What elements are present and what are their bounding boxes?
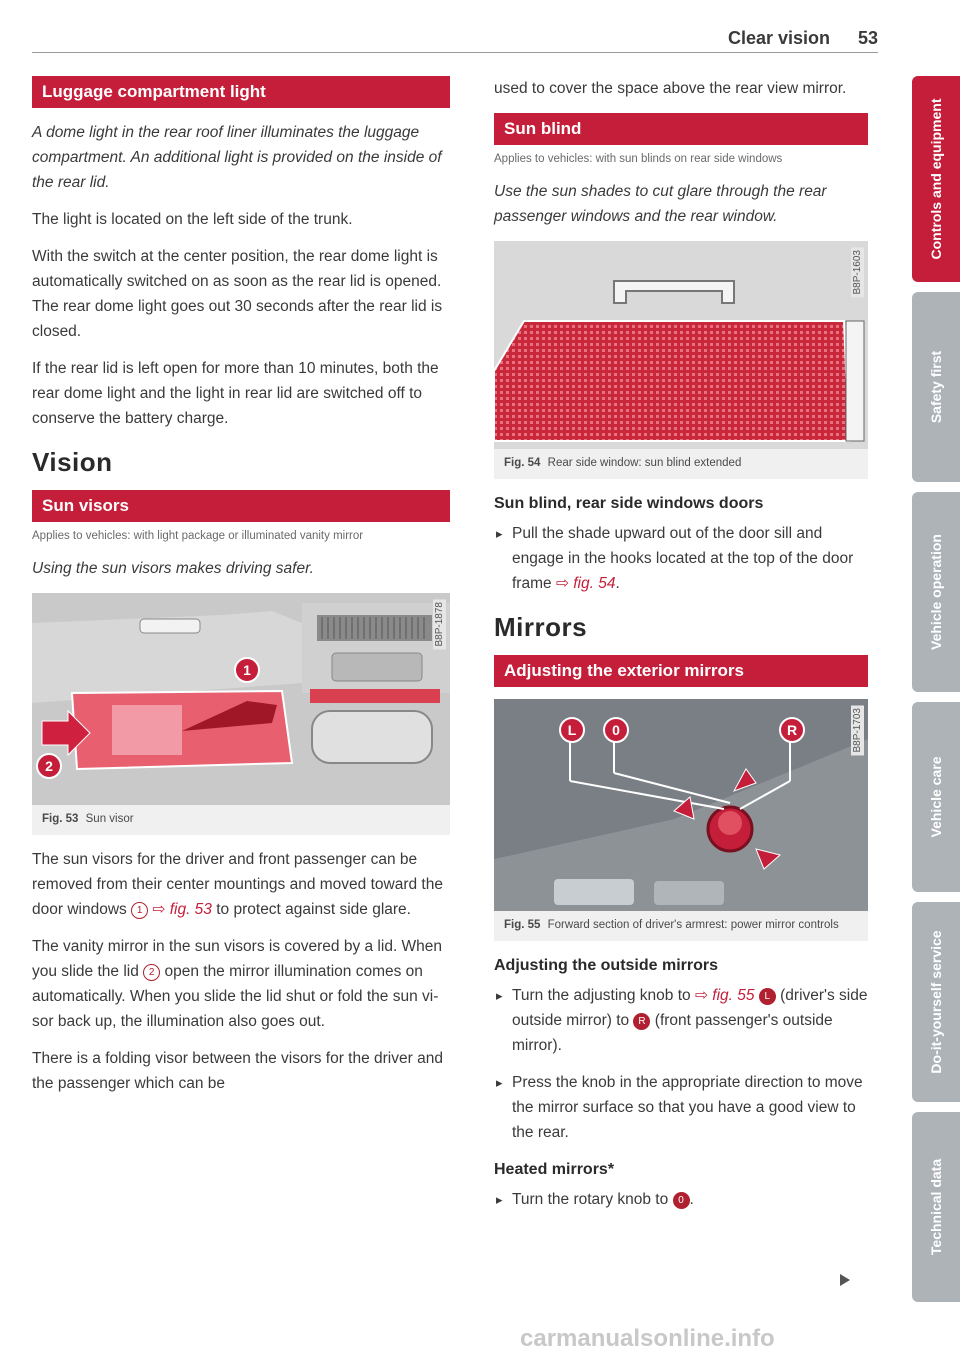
circled-l: L [759, 988, 776, 1005]
callout-0: 0 [603, 717, 629, 743]
circled-r: R [633, 1013, 650, 1030]
sun-blind-applies: Applies to vehicles: with sun blinds on rear side windows [494, 153, 783, 165]
sun-blind-heading: Sun blind [494, 113, 868, 145]
mirror-controls-drawing [494, 699, 868, 911]
sun-visors-intro: Using the sun visors makes driving safer. [32, 560, 314, 577]
figure-number: Fig. 55 [504, 919, 541, 931]
sun-blind-drawing [494, 241, 868, 449]
callout-l: L [559, 717, 585, 743]
exterior-mirrors-heading: Adjusting the exterior mirrors [494, 655, 868, 687]
figure-number: Fig. 53 [42, 813, 79, 825]
sun-blind-intro: Use the sun shades to cut glare through the rear passenger windows and the rear window. [494, 183, 827, 225]
callout-r: R [779, 717, 805, 743]
figure-54-caption [494, 449, 868, 479]
mirror-controls-illustration [494, 699, 868, 911]
bullet-text-b: . [615, 575, 620, 592]
figure-53 [32, 593, 450, 835]
luggage-intro: A dome light in the rear roof liner illuminates the luggage compartment. An additional light is provided on the inside of the rear lid. [32, 124, 442, 191]
tab-controls-and-equipment[interactable] [912, 76, 960, 282]
p1-text-b: to protect against side glare. [216, 901, 411, 918]
sun-visors-paragraph-1 [32, 847, 450, 922]
figure-reference-53[interactable]: ⇨ fig. 53 [152, 901, 212, 918]
figure-reference-55[interactable]: ⇨ fig. 55 [694, 987, 755, 1004]
b1-text-c: (front passenger's outside mirror). [512, 1012, 833, 1054]
tab-safety-first[interactable] [912, 292, 960, 482]
page-header [32, 22, 878, 53]
tab-label: Vehicle care [928, 756, 944, 838]
b1-text-b: (driver's side outside mirror) to [512, 987, 868, 1029]
circled-number-2: 2 [143, 964, 160, 981]
figure-55 [494, 699, 868, 941]
sun-visor-illustration [32, 593, 450, 805]
tab-do-it-yourself-service[interactable] [912, 902, 960, 1102]
sun-visor-drawing [32, 593, 450, 805]
tab-label: Do-it-yourself service [928, 930, 944, 1074]
figure-caption-text: Forward section of driver's armrest: power mirror controls [547, 919, 839, 931]
watermark: carmanualsonline.info [520, 1325, 775, 1352]
mirror-bullet-2: ▸ Press the knob in the appropriate direction to move the mirror surface so that you have a good view to the rear. [494, 1070, 868, 1145]
sun-visors-applies: Applies to vehicles: with light package or illuminated vanity mirror [32, 530, 364, 542]
b3-text-b: . [689, 1191, 694, 1208]
mirror-bullet-1 [494, 983, 868, 1058]
bullet-text-a: Pull the shade upward out of the door sill and engage in the hooks located at the top of the door frame [512, 525, 854, 592]
luggage-paragraph-1: The light is located on the left side of the trunk. [32, 211, 353, 228]
outside-mirrors-subheading: Adjusting the outside mirrors [494, 957, 719, 974]
mirror-bullet-3 [494, 1187, 868, 1212]
left-column [32, 76, 450, 1108]
figure-caption-text: Rear side window: sun blind extended [547, 457, 742, 469]
b3-text-a: Turn the rotary knob to [512, 1191, 669, 1208]
figure-number: Fig. 54 [504, 457, 541, 469]
circled-number-1: 1 [131, 902, 148, 919]
luggage-paragraph-3: If the rear lid is left open for more than 10 minutes, both the rear dome light and the light in rear lid are switched off to conserve the battery charge. [32, 360, 439, 427]
sun-blind-subheading: Sun blind, rear side windows doors [494, 495, 764, 512]
sun-visors-paragraph-2 [32, 934, 450, 1034]
b1-text-a: Turn the adjusting knob to [512, 987, 691, 1004]
callout-1: 1 [234, 657, 260, 683]
sun-visors-paragraph-3: There is a folding visor between the visors for the driver and the passenger which can be [32, 1050, 443, 1092]
sun-visors-heading: Sun visors [32, 490, 450, 522]
callout-2: 2 [36, 753, 62, 779]
tab-label: Controls and equipment [928, 98, 944, 260]
p1-text-a: The sun visors for the driver and front passenger can be removed from their center mountings and moved toward the door windows [32, 851, 443, 918]
tab-vehicle-care[interactable] [912, 702, 960, 892]
tab-label: Safety first [928, 350, 944, 424]
figure-54 [494, 241, 868, 479]
page-number: 53 [857, 28, 878, 48]
figure-code: B8P-1703 [851, 705, 864, 755]
circled-0: 0 [673, 1192, 690, 1209]
figure-reference-54[interactable]: ⇨ fig. 54 [555, 575, 616, 592]
vision-heading: Vision [32, 447, 113, 477]
mirrors-heading: Mirrors [494, 612, 588, 642]
figure-code: B8P-1603 [851, 247, 864, 297]
p2-text-b: open the mirror illumination comes on automatically. When you slide the lid shut or fold the sun visor back up, the illumination also goes out. [32, 963, 439, 1030]
figure-55-caption [494, 911, 868, 941]
figure-caption-text: Sun visor [85, 813, 134, 825]
tab-technical-data[interactable] [912, 1112, 960, 1302]
tab-label: Vehicle operation [928, 534, 944, 650]
luggage-light-heading: Luggage compartment light [32, 76, 450, 108]
sun-blind-illustration [494, 241, 868, 449]
figure-code: B8P-1878 [433, 599, 446, 649]
section-title: Clear vision [727, 28, 830, 48]
p2-text-a: The vanity mirror in the sun visors is covered by a lid. When you slide the lid [32, 938, 443, 980]
sun-blind-bullet [494, 521, 868, 596]
continued-text: used to cover the space above the rear view mirror. [494, 80, 847, 97]
figure-53-caption [32, 805, 450, 835]
heated-mirrors-subheading: Heated mirrors* [494, 1161, 615, 1178]
right-column [494, 76, 868, 1224]
tab-label: Technical data [928, 1158, 944, 1256]
tab-vehicle-operation[interactable] [912, 492, 960, 692]
luggage-paragraph-2: With the switch at the center position, the rear dome light is automatically switched on as soon as the rear lid is opened. The rear dome light goes out 30 seconds after the rear lid is closed. [32, 248, 443, 340]
continue-arrow-icon [840, 1274, 850, 1286]
